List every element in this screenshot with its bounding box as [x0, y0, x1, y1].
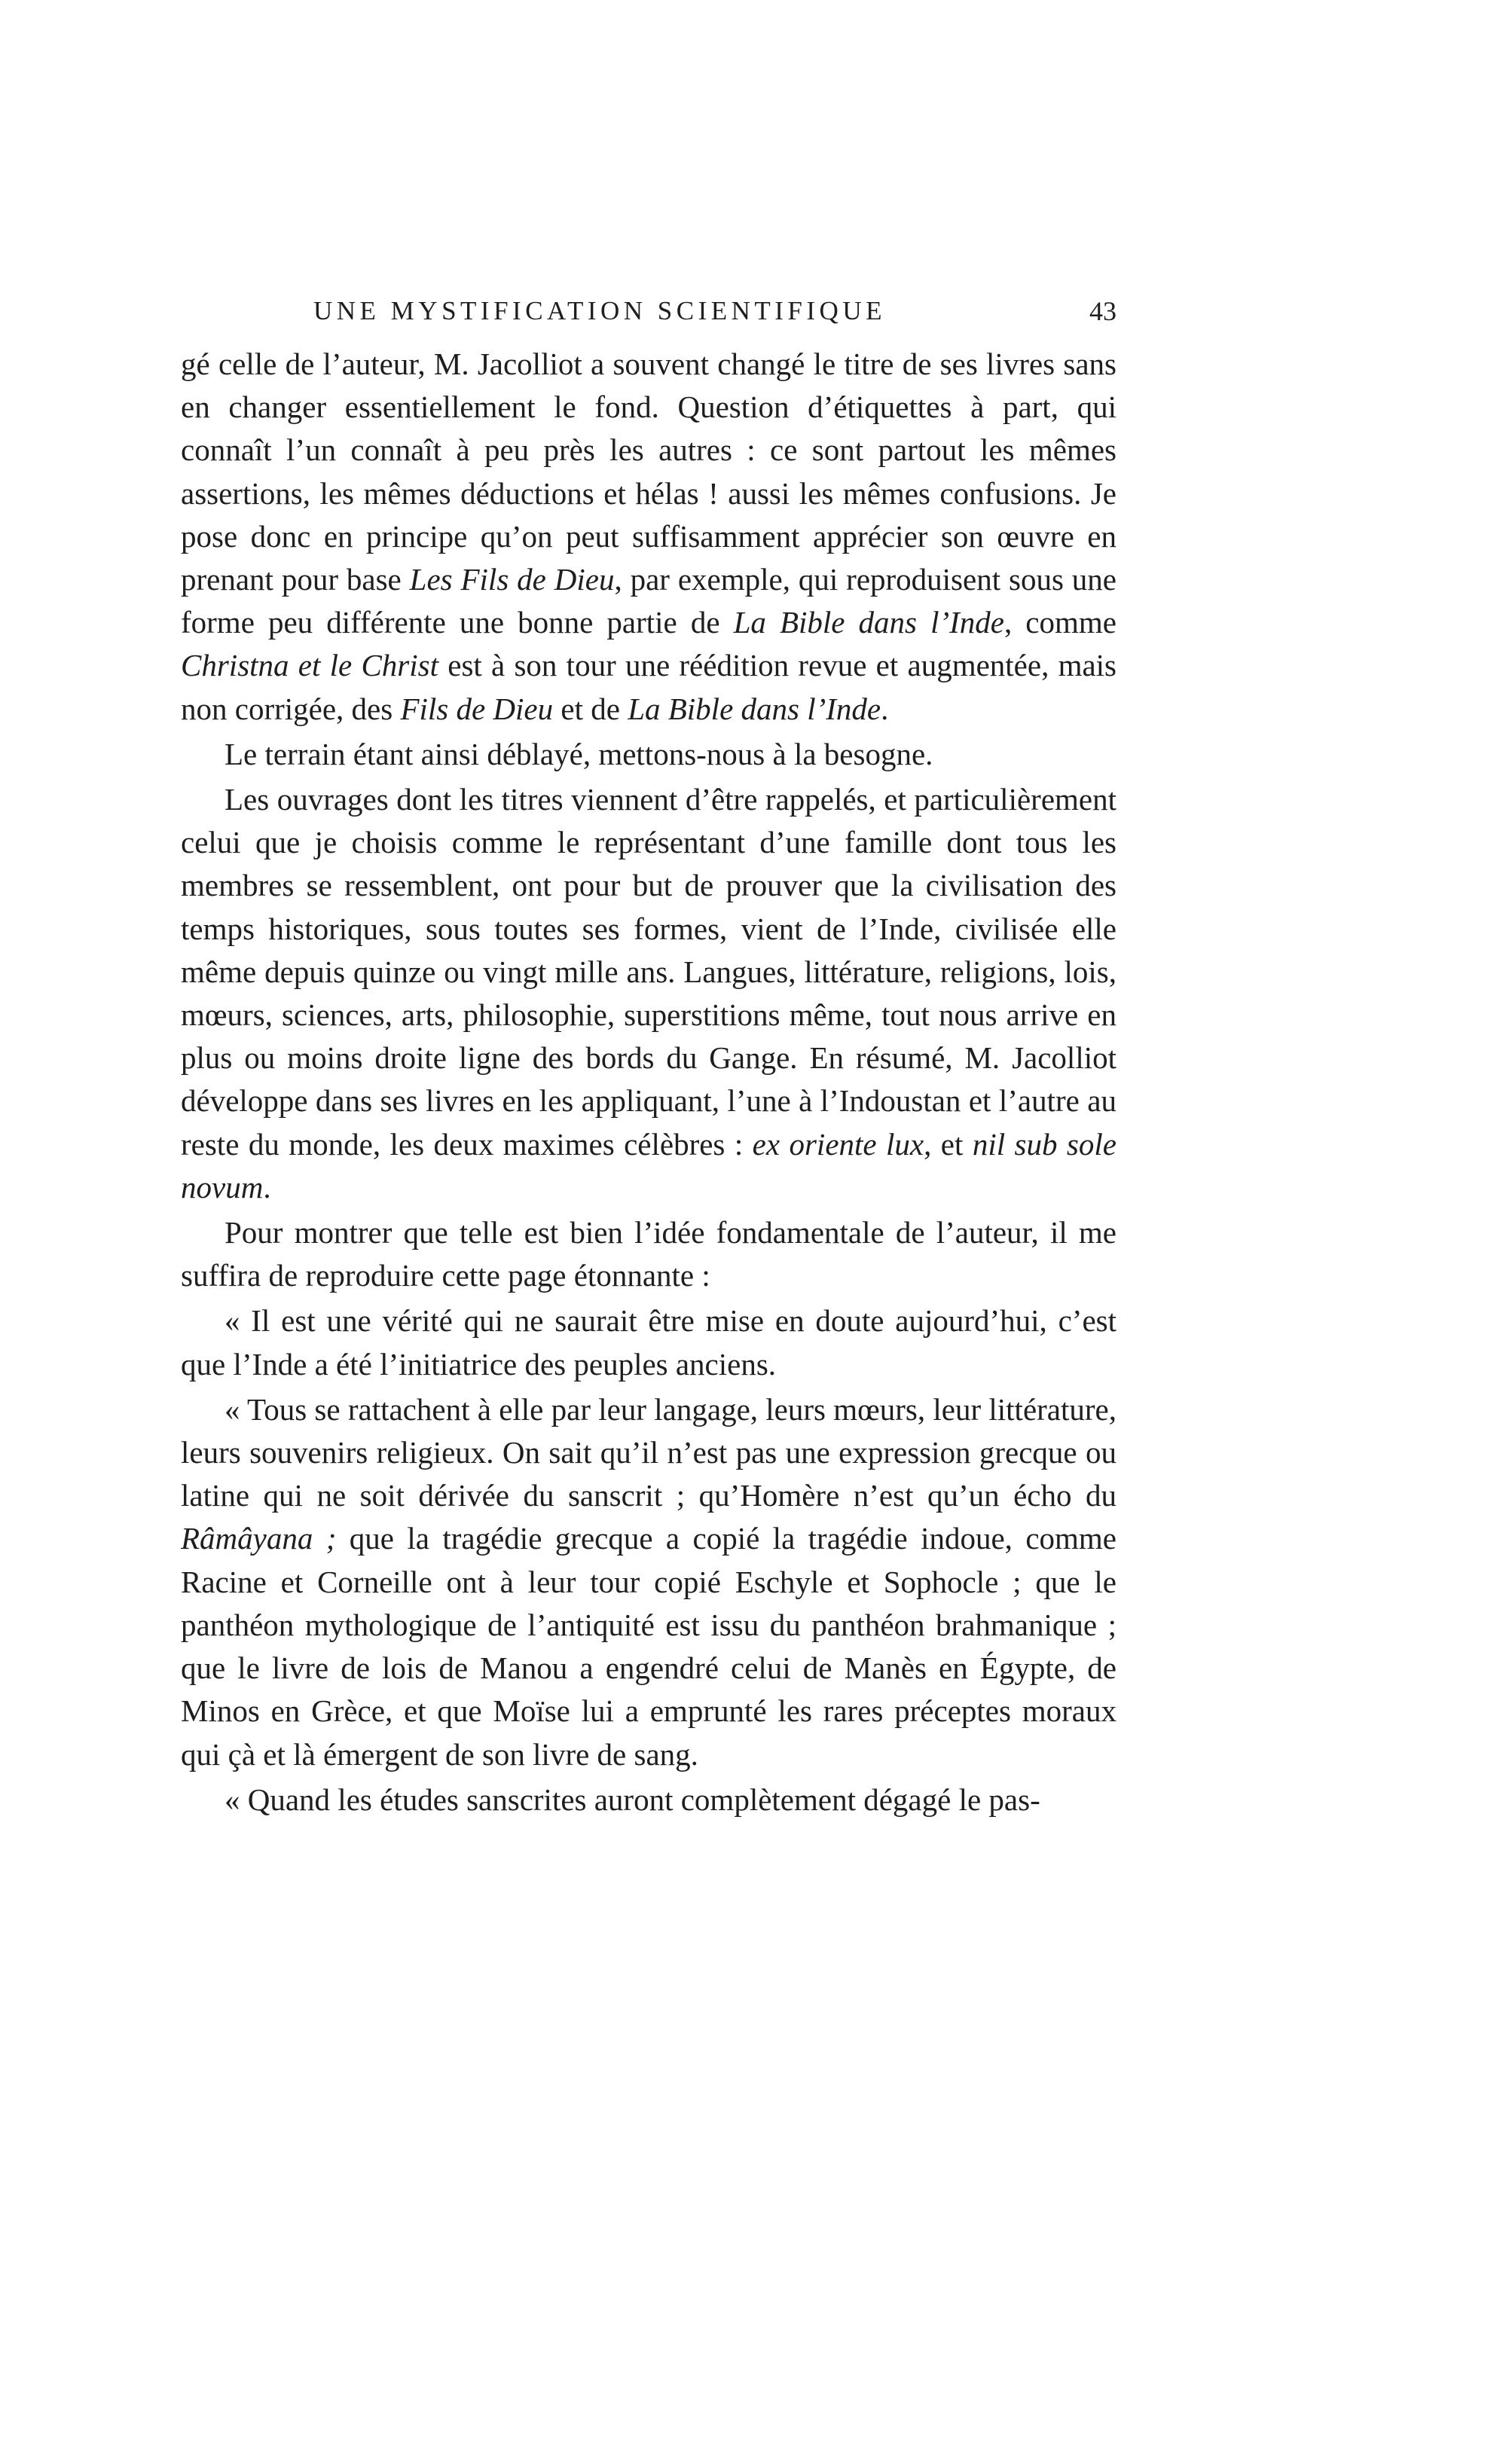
text-segment: Le terrain étant ainsi déblayé, mettons-nous à la besogne. [225, 736, 933, 771]
book-title: Râmâyana ; [181, 1521, 337, 1556]
paragraph-2 [181, 733, 1116, 776]
text-segment: . [263, 1169, 271, 1205]
text-segment: est à son tour une réédition revue et augmentée, mais non corrigée, des [181, 648, 1116, 726]
book-title: La Bible dans l’Inde [628, 691, 881, 726]
text-segment: Pour montrer que telle est bien l’idée fondamentale de l’auteur, il me suffira de reproduire cette page étonnante : [181, 1215, 1116, 1293]
quotation-segment: que la tragédie grecque a copié la tragédie indoue, comme Racine et Corneille ont à leur tour copié Eschyle et Sophocle ; que le panthéon mythologique de l’antiquité est issu du panthéon brahmanique ; que le livre de lois de Manou a engendré celui de Manès en Égypte, de Minos en Grèce, et que Moïse lui a emprunté les rares préceptes moraux qui çà et là émergent de son livre de sang. [181, 1521, 1116, 1772]
text-segment: , comme [1003, 605, 1116, 640]
latin-maxim: ex oriente lux [752, 1126, 924, 1162]
book-title: La Bible dans l’Inde [733, 605, 1004, 640]
text-segment: et de [553, 691, 628, 726]
quotation-segment: « Tous se rattachent à elle par leur langage, leurs mœurs, leur littérature, leurs souvenirs religieux. On sait qu’il n’est pas une expression grecque ou latine qui ne soit dérivée du sanscrit ; qu’Homère n’est qu’un écho du [181, 1391, 1116, 1513]
quotation-segment: « Il est une vérité qui ne saurait être mise en doute aujourd’hui, c’est que l’Inde a été l’initiatrice des peuples anciens. [181, 1303, 1116, 1382]
latin-maxim: nil sub sole novum [181, 1126, 1116, 1205]
text-segment: , et [924, 1126, 973, 1162]
body-text [181, 343, 1116, 1824]
quotation-segment: « Quand les études sanscrites auront complètement dégagé le pas- [225, 1782, 1040, 1817]
book-title: Fils de Dieu [400, 691, 554, 726]
running-title: UNE MYSTIFICATION SCIENTIFIQUE [313, 296, 886, 325]
paragraph-7 [181, 1779, 1116, 1821]
paragraph-4 [181, 1211, 1116, 1297]
text-segment: , par exemple, qui reproduisent sous une forme peu différente une bonne partie de [181, 562, 1117, 640]
text-segment: . [881, 691, 889, 726]
page-number: 43 [1089, 296, 1116, 326]
paragraph-3 [181, 778, 1116, 1209]
running-head [181, 292, 1116, 330]
text-segment: gé celle de l’auteur, M. Jacolliot a souvent changé le titre de ses livres sans en changer essentiellement le fond. Question d’étiquettes à part, qui connaît l’un connaît à peu près les autres : ce sont partout les mêmes assertions, les mêmes déductions et hélas ! aussi les mêmes confusions. Je pose donc en principe qu’on peut suffisamment apprécier son œuvre en prenant pour base [181, 347, 1116, 597]
paragraph-1 [181, 343, 1116, 731]
book-title: Les Fils de Dieu [409, 562, 615, 597]
paragraph-6 [181, 1388, 1116, 1776]
text-segment: Les ouvrages dont les titres viennent d’être rappelés, et particulièrement celui que je choisis comme le représentant d’une famille dont tous les membres se ressemblent, ont pour but de prouver que la civilisation des temps historiques, sous toutes ses formes, vient de l’Inde, civilisée elle même depuis quinze ou vingt mille ans. Langues, littérature, religions, lois, mœurs, sciences, arts, philosophie, superstitions même, tout nous arrive en plus ou moins droite ligne des bords du Gange. En résumé, M. Jacolliot développe dans ses livres en les appliquant, l’une à l’Indoustan et l’autre au reste du monde, les deux maximes célèbres : [181, 782, 1116, 1162]
paragraph-5 [181, 1299, 1116, 1385]
book-title: Christna et le Christ [181, 648, 438, 683]
